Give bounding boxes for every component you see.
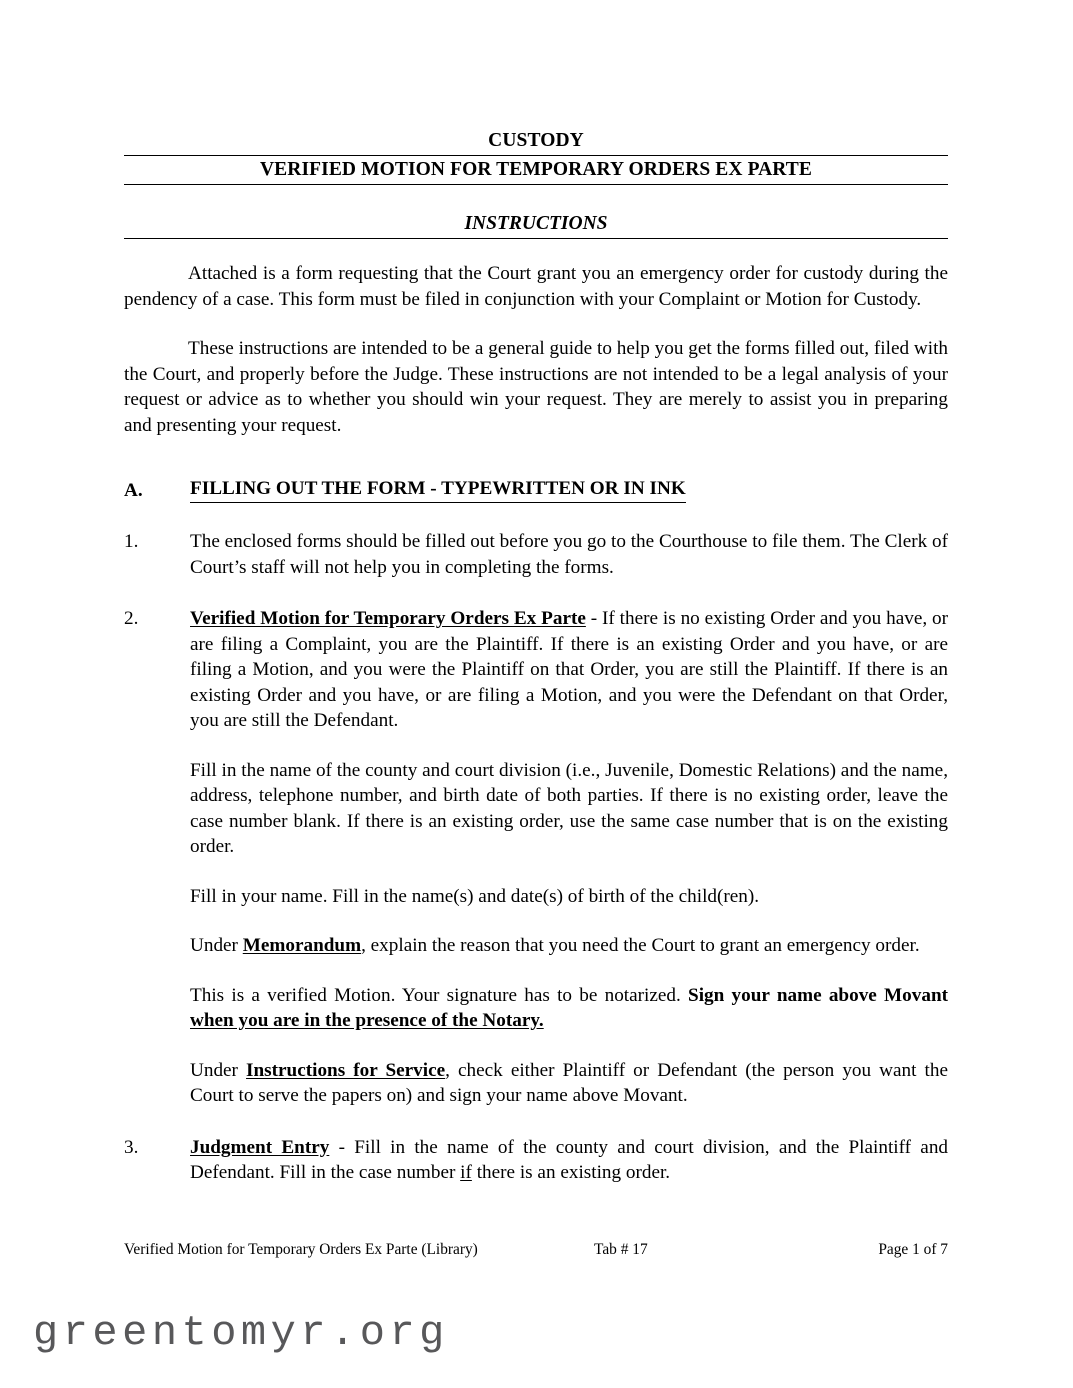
text-run: Under [190, 1059, 247, 1081]
emphasis-underline: if [460, 1162, 472, 1183]
section-a-heading [124, 476, 948, 503]
text-run: , explain the reason that you need the Court to grant an emergency order. [361, 935, 920, 956]
item-paragraph [190, 529, 948, 580]
item-paragraph [190, 1058, 948, 1109]
page-title-motion: VERIFIED MOTION FOR TEMPORARY ORDERS EX PARTE [124, 157, 948, 185]
item-paragraph [190, 758, 948, 860]
intro-paragraph-1: Attached is a form requesting that the Court grant you an emergency order for custody during the pendency of a case. This form must be filed in conjunction with your Complaint or Motion for Custody. [124, 263, 948, 310]
item-number: 1. [124, 531, 139, 552]
document-title-block [124, 128, 948, 185]
emphasis-bold: Sign your name above Movant [688, 984, 948, 1006]
footer-page-number: Page 1 of 7 [878, 1241, 948, 1258]
document-content [124, 0, 948, 1186]
section-a-letter: A. [124, 480, 143, 501]
text-run: Under [190, 935, 243, 956]
text-run: The enclosed forms should be filled out before you go to the Courthouse to file them. The Clerk of Court’s staff will not help you in completing the forms. [190, 531, 948, 578]
emphasis-bold-underline: Instructions for Service [246, 1059, 446, 1081]
item-paragraph [190, 983, 948, 1034]
item-number: 3. [124, 1136, 139, 1158]
watermark-text: greentomyr.org [33, 1309, 449, 1357]
emphasis-bold-underline: when you are in the presence of the Notary. [190, 1010, 544, 1031]
item-paragraph [190, 933, 948, 959]
footer-document-name: Verified Motion for Temporary Orders Ex Parte (Library) [124, 1241, 478, 1258]
text-run: , check either Plaintiff or Defendant (the person you want the Court to serve the papers on) and sign your name above Movant. [190, 1059, 948, 1106]
text-run: This is a verified Motion. Your signature has to be notarized. [190, 984, 689, 1006]
item-paragraph [190, 884, 948, 910]
text-run: - Fill in the name of the county and court division, and the Plaintiff and Defendant. Fill in the case number [190, 1136, 949, 1183]
item-paragraph [190, 606, 948, 734]
item-paragraph [190, 1135, 948, 1186]
page-title-custody: CUSTODY [124, 128, 948, 156]
item-body [190, 606, 948, 1109]
numbered-items-list [124, 529, 948, 1186]
section-a-title: FILLING OUT THE FORM - TYPEWRITTEN OR IN INK [190, 476, 686, 503]
item-number: 2. [124, 608, 139, 629]
numbered-item [124, 529, 948, 580]
text-run: there is an existing order. [471, 1162, 671, 1183]
emphasis-bold-underline: Memorandum [242, 935, 362, 956]
item-body [190, 1135, 948, 1186]
emphasis-bold-underline: Judgment Entry [190, 1136, 330, 1158]
emphasis-bold-underline: Verified Motion for Temporary Orders Ex Parte [190, 608, 586, 629]
text-run: - If there is no existing Order and you have, or are filing a Complaint, you are the Plaintiff. If there is an existing Order and you have, or are filing a Motion, and you were the Plaintiff on that Order, you are still the Plaintiff. If there is an existing Order and you have, or are filing a Motion, and you were the Defendant on that Order, you are still the Defendant. [190, 608, 948, 731]
item-body [190, 529, 948, 580]
footer-tab-number: Tab # 17 [594, 1241, 648, 1258]
instructions-heading: INSTRUCTIONS [124, 211, 948, 239]
text-run: Fill in your name. Fill in the name(s) and date(s) of birth of the child(ren). [190, 885, 760, 907]
intro-paragraph-2: These instructions are intended to be a general guide to help you get the forms filled out, filed with the Court, and properly before the Judge. These instructions are not intended to be a legal analysis of your request or advice as to whether you should win your request. They are merely to assist you in preparing and presenting your request. [124, 338, 948, 436]
page-footer [124, 1240, 948, 1260]
numbered-item [124, 1135, 948, 1186]
numbered-item [124, 606, 948, 1109]
text-run: Fill in the name of the county and court division (i.e., Juvenile, Domestic Relations) and the name, address, telephone number, and birth date of both parties. If there is no existing order, leave the case number blank. If there is an existing order, use the same case number that is on the existing order. [190, 759, 948, 857]
